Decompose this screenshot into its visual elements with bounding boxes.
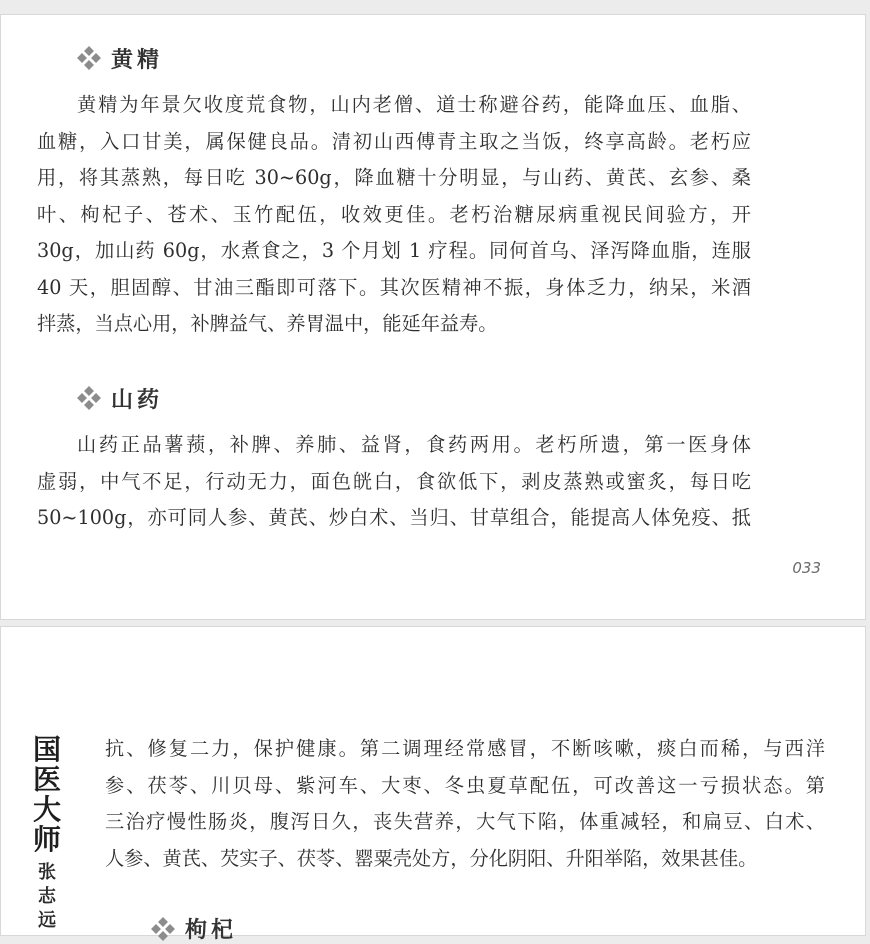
text-line: 虚弱，中气不足，行动无力，面色㿠白，食欲低下，剥皮蒸熟或蜜炙，每日吃 bbox=[37, 469, 751, 493]
book-page-bottom bbox=[0, 626, 866, 943]
text-line: 拌蒸，当点心用，补脾益气、养胃温中，能延年益寿。 bbox=[37, 312, 498, 335]
series-title-char: 大 bbox=[32, 793, 61, 826]
text-line: 三治疗慢性肠炎，腹泻日久，丧失营养，大气下陷，体重减轻，和扁豆、白术、 bbox=[105, 810, 825, 833]
series-title-char: 师 bbox=[32, 823, 61, 856]
four-diamond-icon bbox=[77, 46, 101, 70]
text-line: 抗、修复二力，保护健康。第二调理经常感冒，不断咳嗽，痰白而稀，与西洋 bbox=[105, 737, 825, 760]
paragraph-shanyao-continued bbox=[105, 731, 825, 877]
text-line: 人参、黄芪、芡实子、茯苓、罂粟壳处方，分化阴阳、升阳举陷，效果甚佳。 bbox=[105, 846, 758, 870]
four-diamond-icon bbox=[77, 386, 101, 410]
four-diamond-icon bbox=[151, 917, 175, 941]
page-number: 033 bbox=[792, 559, 821, 577]
text-line: 血糖，入口甘美，属保健良品。清初山西傅青主取之当饭，终享高龄。老朽应 bbox=[37, 129, 751, 153]
text-line: 50~100g，亦可同人参、黄芪、炒白术、当归、甘草组合，能提高人体免疫、抵 bbox=[37, 506, 751, 529]
paragraph-huangjing bbox=[37, 87, 751, 343]
text-line: 30g，加山药 60g，水煮食之，3 个月划 1 疗程。同何首乌、泽泻降血脂，连服 bbox=[37, 239, 751, 262]
author-name-char: 张 bbox=[38, 862, 56, 883]
text-line: 叶、枸杞子、苍术、玉竹配伍，收效更佳。老朽治糖尿病重视民间验方，开 bbox=[37, 202, 751, 226]
text-line: 参、茯苓、川贝母、紫河车、大枣、冬虫夏草配伍，可改善这一亏损状态。第 bbox=[105, 773, 825, 797]
paragraph-shanyao bbox=[37, 427, 751, 537]
section-title: 黄精 bbox=[111, 46, 164, 73]
book-series-title bbox=[27, 735, 67, 933]
section-title: 山药 bbox=[111, 386, 164, 413]
section-title: 枸杞 bbox=[185, 917, 238, 943]
author-name-char: 志 bbox=[38, 886, 56, 907]
text-line: 40 天，胆固醇、甘油三酯即可落下。其次医精神不振，身体乏力，纳呆，米酒 bbox=[37, 275, 751, 299]
series-title-char: 医 bbox=[32, 763, 61, 796]
text-line: 黄精为年景欠收度荒食物，山内老僧、道士称避谷药，能降血压、血脂、 bbox=[77, 93, 751, 116]
text-line: 用，将其蒸熟，每日吃 30~60g，降血糖十分明显，与山药、黄芪、玄参、桑 bbox=[37, 166, 751, 189]
series-title-char: 国 bbox=[32, 733, 61, 766]
text-line: 山药正品薯蓣，补脾、养肺、益肾，食药两用。老朽所遗，第一医身体 bbox=[77, 433, 751, 456]
section-heading-gouqi bbox=[151, 913, 237, 944]
section-heading-huangjing bbox=[77, 43, 163, 73]
book-page-top bbox=[0, 14, 866, 620]
author-name-char: 远 bbox=[38, 910, 56, 931]
section-heading-shanyao bbox=[77, 383, 163, 413]
